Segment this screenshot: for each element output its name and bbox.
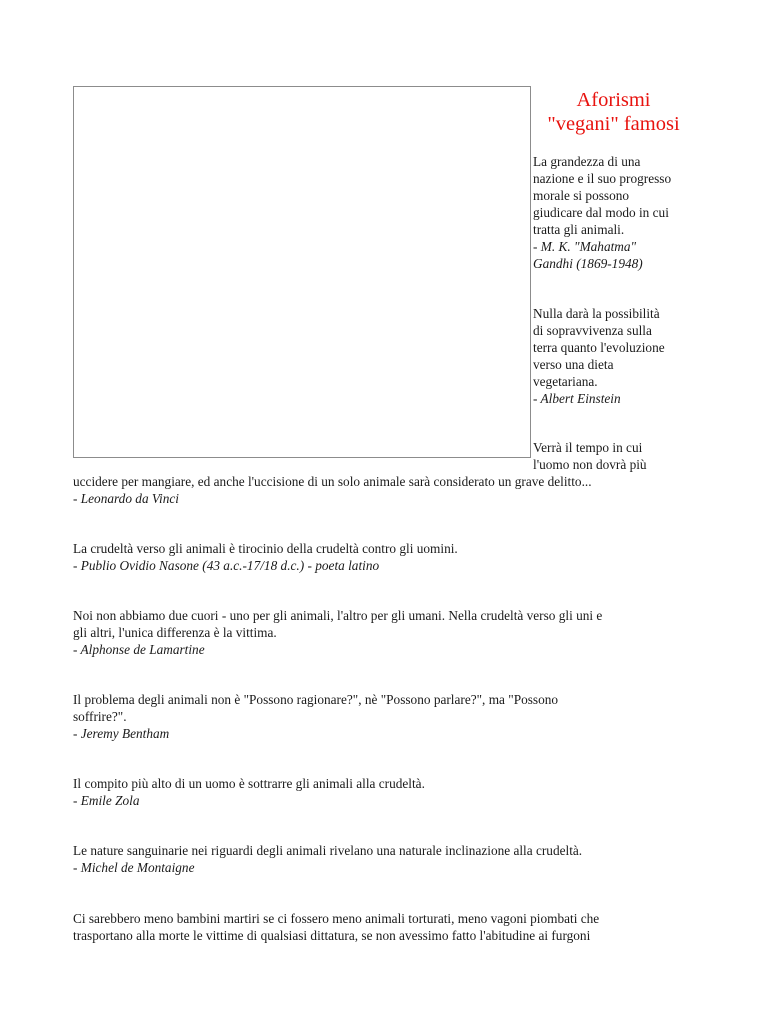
- quote-author: - Alphonse de Lamartine: [73, 642, 205, 657]
- image-placeholder: [73, 86, 531, 458]
- quote-text: Le nature sanguinarie nei riguardi degli animali rivelano una naturale inclinazione alla crudeltà.: [73, 843, 583, 858]
- quote-author: - Publio Ovidio Nasone (43 a.c.-17/18 d.c.) - poeta latino: [73, 558, 380, 573]
- quote-einstein: [533, 305, 703, 407]
- quote-text: uccidere per mangiare, ed anche l'uccisione di un solo animale sarà considerato un grave delitto...: [73, 474, 592, 489]
- quote-text: Il compito più alto di un uomo è sottrarre gli animali alla crudeltà.: [73, 776, 425, 791]
- quote-leonardo-continued: [73, 473, 703, 507]
- page-title: [531, 88, 696, 136]
- quote-author: - M. K. "Mahatma" Gandhi (1869-1948): [533, 239, 643, 271]
- quote-text: La crudeltà verso gli animali è tirocinio della crudeltà contro gli uomini.: [73, 541, 458, 556]
- quote-bentham: [73, 691, 703, 742]
- title-line-1: Aforismi: [576, 89, 651, 111]
- quote-leonardo-start: [533, 439, 703, 473]
- quote-author: - Jeremy Bentham: [73, 726, 170, 741]
- title-line-2: "vegani" famosi: [547, 113, 680, 135]
- quote-text: Ci sarebbero meno bambini martiri se ci fossero meno animali torturati, meno vagoni piombati che trasportano alla morte le vittime di qualsiasi dittatura, se non avessimo fatto l'abitudine ai furgoni: [73, 911, 600, 943]
- quote-text: Il problema degli animali non è "Possono ragionare?", nè "Possono parlare?", ma "Possono soffrire?".: [73, 692, 559, 724]
- quote-author: - Leonardo da Vinci: [73, 491, 179, 506]
- quote-truncated: [73, 910, 703, 944]
- quote-author: - Albert Einstein: [533, 391, 621, 406]
- quote-gandhi: [533, 153, 703, 272]
- quote-author: - Emile Zola: [73, 793, 140, 808]
- quote-montaigne: [73, 842, 703, 876]
- quote-lamartine: [73, 607, 703, 658]
- quote-ovidio: [73, 540, 703, 574]
- quote-text: Noi non abbiamo due cuori - uno per gli animali, l'altro per gli umani. Nella crudeltà verso gli uni e gli altri, l'unica differenza è la vittima.: [73, 608, 603, 640]
- quote-text: Verrà il tempo in cui l'uomo non dovrà più: [533, 440, 647, 472]
- quote-text: La grandezza di una nazione e il suo progresso morale si possono giudicare dal modo in cui tratta gli animali.: [533, 154, 672, 237]
- quote-text: Nulla darà la possibilità di sopravvivenza sulla terra quanto l'evoluzione verso una dieta vegetariana.: [533, 306, 665, 389]
- quote-zola: [73, 775, 703, 809]
- quote-author: - Michel de Montaigne: [73, 860, 195, 875]
